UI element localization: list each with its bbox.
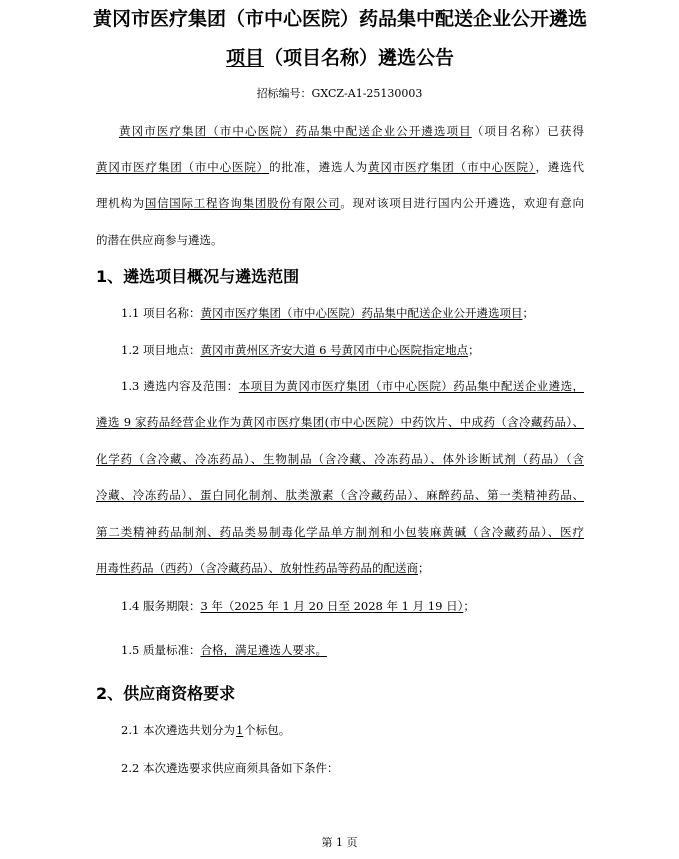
- item-end: ；: [522, 306, 534, 320]
- intro-approver: 黄冈市医疗集团（市中心医院）: [96, 160, 270, 174]
- item-end: ；: [463, 599, 475, 613]
- intro-text: （项目名称）已获得: [471, 124, 584, 138]
- intro-line-1: [96, 124, 584, 139]
- intro-project-name: 黄冈市医疗集团（市中心医院）药品集中配送企业公开遴选项目: [119, 124, 472, 138]
- tender-code: 招标编号：GXCZ-A1-25130003: [256, 87, 423, 100]
- section1-heading: 1、遴选项目概况与遴选范围: [96, 267, 300, 286]
- item-1-5: [121, 643, 327, 658]
- item-text: 个标包。: [244, 723, 291, 737]
- item-2-2: 2.2 本次遴选要求供应商须具备如下条件：: [121, 761, 339, 775]
- item-1-3-line5: 第二类精神药品制剂、药品类易制毒化学品单方制剂和小包装麻黄碱（含冷藏药品）、医疗: [96, 525, 584, 539]
- intro-line-2: [96, 160, 584, 175]
- item-1-1: [121, 306, 534, 321]
- intro-selector: 黄冈市医疗集团（市中心医院）: [368, 160, 536, 174]
- intro-text: 理机构为: [96, 196, 145, 210]
- page-number: 第 1 页: [321, 836, 358, 849]
- item-1-4: [121, 599, 475, 614]
- item-label: 1.2 项目地点：: [121, 343, 201, 357]
- intro-line-3: [96, 196, 584, 211]
- item-value: 3 年（2025 年 1 月 20 日至 2028 年 1 月 19 日）: [200, 599, 464, 613]
- item-1-3-line1: [96, 379, 584, 394]
- item-value: 本项目为黄冈市医疗集团（市中心医院）药品集中配送企业遴选，: [238, 379, 584, 393]
- item-label: 1.3 遴选内容及范围：: [121, 379, 239, 393]
- item-value: 合格，满足遴选人要求。: [200, 643, 327, 657]
- item-1-3-line3: 化学药（含冷藏、冷冻药品）、生物制品（含冷藏、冷冻药品）、体外诊断试剂（药品）（含: [96, 452, 584, 466]
- item-value: 黄冈市黄州区齐安大道 6 号黄冈市中心医院指定地点: [200, 343, 469, 357]
- intro-text: ，遴选代: [535, 160, 585, 174]
- item-1-3-line6: [96, 561, 430, 576]
- item-value: 用毒性药品（西药）（含冷藏药品）、放射性药品等药品的配送商: [96, 561, 418, 575]
- item-end: ；: [418, 561, 430, 575]
- item-value: 1: [235, 723, 244, 737]
- item-value: 黄冈市医疗集团（市中心医院）药品集中配送企业公开遴选项目: [200, 306, 523, 320]
- item-2-1: [121, 723, 290, 738]
- announcement-title-line1: 黄冈市医疗集团（市中心医院）药品集中配送企业公开遴选: [92, 8, 587, 30]
- item-text: 2.1 本次遴选共划分为: [121, 723, 235, 737]
- title-line2-rest: （项目名称）遴选公告: [264, 47, 455, 69]
- item-label: 1.5 质量标准：: [121, 643, 201, 657]
- intro-text: 的批准，遴选人为: [269, 160, 369, 174]
- intro-agency: 国信国际工程咨询集团股份有限公司: [144, 196, 341, 210]
- item-label: 1.4 服务期限：: [121, 599, 201, 613]
- announcement-title-line2: [60, 47, 620, 69]
- intro-text: 。现对该项目进行国内公开遴选，欢迎有意向: [340, 196, 585, 210]
- item-label: 1.1 项目名称：: [121, 306, 201, 320]
- item-1-2: [121, 343, 480, 358]
- item-1-3-line2: 遴选 9 家药品经营企业作为黄冈市医疗集团(市中心医院）中药饮片、中成药（含冷藏药品）、: [96, 415, 584, 429]
- item-1-3-line4: 冷藏、冷冻药品）、蛋白同化制剂、肽类激素（含冷藏药品）、麻醉药品、第一类精神药品、: [96, 488, 584, 502]
- item-end: ；: [468, 343, 480, 357]
- intro-line-4: 的潜在供应商参与遴选。: [96, 233, 223, 247]
- title-project-underlined: 项目: [225, 47, 264, 69]
- section2-heading: 2、供应商资格要求: [96, 684, 236, 703]
